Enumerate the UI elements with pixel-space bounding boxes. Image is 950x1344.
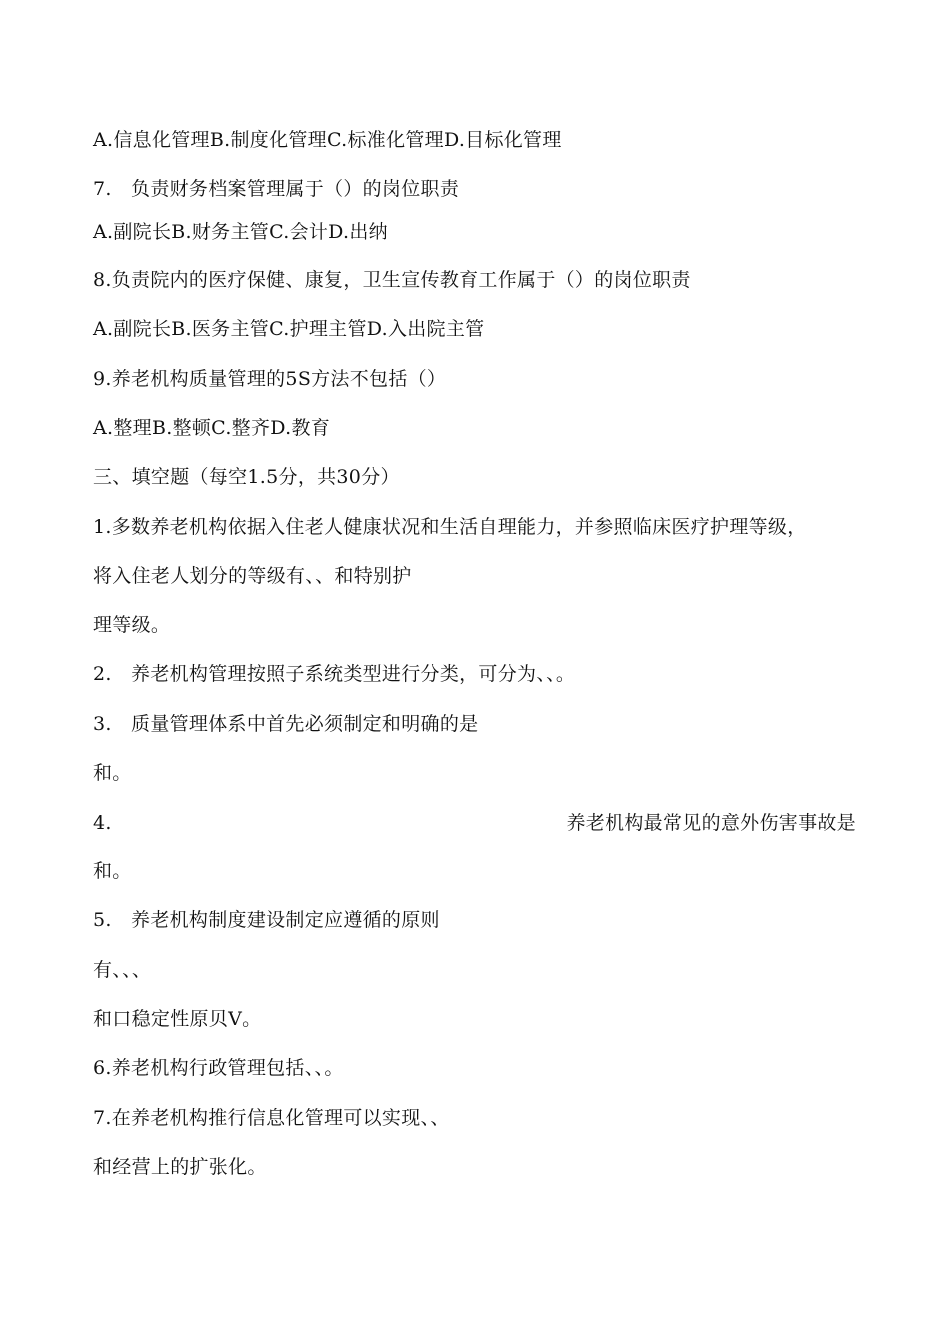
fill-3-line-2: 和。 (93, 762, 132, 784)
q8-options: A.副院长B.医务主管C.护理主管D.入出院主管 (93, 318, 485, 340)
fill-5-line-1: 5. 养老机构制度建设制定应遵循的原则 (93, 909, 440, 931)
fill-1-line-1: 1.多数养老机构依据入住老人健康状况和生活自理能力，并参照临床医疗护理等级， (93, 516, 807, 538)
question-8: 8.负责院内的医疗保健、康复，卫生宣传教育工作属于（）的岗位职责 (93, 269, 691, 291)
fill-5-line-2: 有、、、 (93, 959, 152, 981)
fill-2: 2. 养老机构管理按照子系统类型进行分类，可分为、、。 (93, 663, 576, 685)
q6-options: A.信息化管理B.制度化管理C.标准化管理D.目标化管理 (93, 129, 562, 151)
question-9: 9.养老机构质量管理的5S方法不包括（） (93, 368, 447, 390)
fill-3-line-1: 3. 质量管理体系中首先必须制定和明确的是 (93, 713, 479, 735)
fill-7-line-1: 7.在养老机构推行信息化管理可以实现、、 (93, 1107, 450, 1129)
fill-1-line-3: 理等级。 (93, 614, 171, 636)
fill-7-line-2: 和经营上的扩张化。 (93, 1156, 267, 1178)
fill-5-line-3: 和口稳定性原贝V。 (93, 1008, 262, 1030)
fill-6: 6.养老机构行政管理包括、、。 (93, 1057, 344, 1079)
q7-options: A.副院长B.财务主管C.会计D.出纳 (93, 221, 388, 243)
fill-1-line-2: 将入住老人划分的等级有、、和特别护 (93, 565, 412, 587)
question-7: 7. 负责财务档案管理属于（）的岗位职责 (93, 178, 460, 200)
fill-4-line-2: 和。 (93, 860, 132, 882)
section-heading-fill-in: 三、填空题（每空1.5分，共30分） (93, 466, 400, 488)
fill-4-number: 4. (93, 812, 112, 834)
fill-4-text: 养老机构最常见的意外伤害事故是 (566, 812, 856, 834)
q9-options: A.整理B.整顿C.整齐D.教育 (93, 417, 331, 439)
